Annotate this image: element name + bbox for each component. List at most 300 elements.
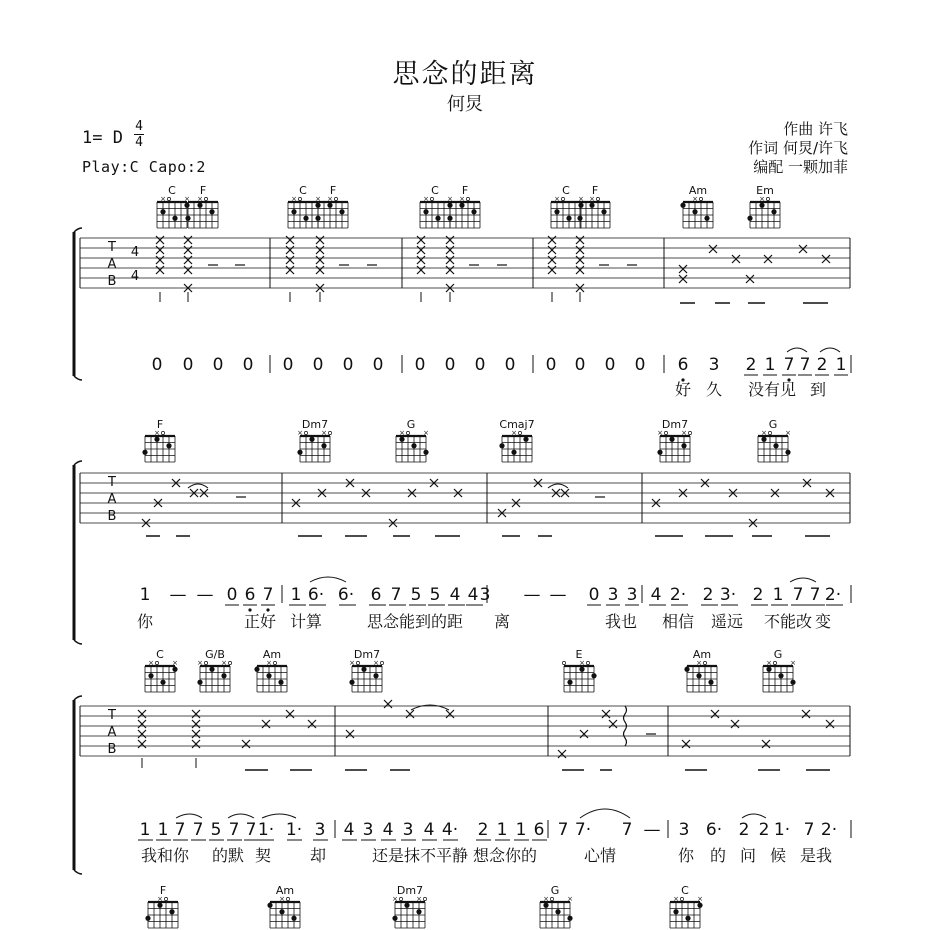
tie-slur xyxy=(548,484,568,488)
chord-open-marker xyxy=(766,197,769,200)
chord-finger-dot xyxy=(669,437,674,442)
chord-finger-dot xyxy=(172,216,177,221)
numbered-note: 4· xyxy=(441,820,459,840)
lyric-syllable: 相信 xyxy=(661,612,695,631)
numbered-note: 4 xyxy=(449,585,461,605)
chord-diagram xyxy=(349,648,384,692)
chord-name: G/B xyxy=(205,648,225,661)
numbered-note: 1 xyxy=(496,820,508,840)
numbered-note: 4 xyxy=(650,585,662,605)
chord-diagram xyxy=(684,648,717,692)
numbered-note: 2· xyxy=(824,585,842,605)
system-bracket-cap xyxy=(74,376,82,380)
chord-diagram xyxy=(499,418,534,462)
tab-note-x xyxy=(156,236,164,244)
chord-name: Am xyxy=(262,648,282,661)
numbered-note: 6 xyxy=(370,585,382,605)
chord-name: E xyxy=(575,648,583,661)
system-bracket-cap xyxy=(74,640,82,644)
chord-finger-dot xyxy=(681,443,686,448)
numbered-note: 3 xyxy=(708,355,720,375)
chord-name: F xyxy=(461,184,469,197)
tab-note-x xyxy=(446,246,454,254)
lyric-syllable: 的默 xyxy=(211,846,245,865)
chord-diagram xyxy=(267,884,300,928)
chord-finger-dot xyxy=(279,909,284,914)
tab-note-x xyxy=(417,236,425,244)
tab-clef-b: B xyxy=(107,509,117,524)
lyric-syllable: 思念能到的距 xyxy=(366,612,464,631)
chord-diagram xyxy=(758,418,791,462)
numbered-note: 0 xyxy=(414,355,426,375)
numbered-note: 0 xyxy=(342,355,354,375)
tab-note-x xyxy=(446,266,454,274)
numbered-note: 7 xyxy=(228,820,240,840)
chord-name: G xyxy=(773,648,783,661)
chord-finger-dot xyxy=(160,680,165,685)
chord-open-marker xyxy=(586,661,589,664)
numbered-note: 1· xyxy=(285,820,303,840)
tie-slur xyxy=(580,809,630,818)
chord-diagram xyxy=(145,884,178,928)
numbered-note: 0 xyxy=(312,355,324,375)
chord-muted-marker: × xyxy=(221,659,227,667)
chord-name: Dm7 xyxy=(301,418,329,431)
chord-finger-dot xyxy=(543,903,548,908)
chord-finger-dot xyxy=(747,216,752,221)
lyric-syllable: 心情 xyxy=(583,846,617,865)
chord-name: C xyxy=(156,648,164,661)
chord-open-marker xyxy=(703,661,706,664)
tab-note-x xyxy=(548,246,556,254)
tab-note-x xyxy=(679,275,687,283)
numbered-note: 2 xyxy=(752,585,764,605)
chord-finger-dot xyxy=(169,909,174,914)
tab-note-x xyxy=(316,246,324,254)
chord-open-marker xyxy=(155,661,158,664)
singer-name: 何炅 xyxy=(447,94,483,115)
tab-note-x xyxy=(286,710,294,718)
tie-slur xyxy=(310,577,346,582)
chord-open-marker xyxy=(680,897,683,900)
numbered-note: 7 xyxy=(245,820,257,840)
chord-name: Cmaj7 xyxy=(499,418,535,431)
chord-muted-marker: × xyxy=(327,195,333,203)
tab-note-x xyxy=(576,246,584,254)
chord-finger-dot xyxy=(471,209,476,214)
numbered-note: 7 xyxy=(783,355,795,375)
tab-note-x xyxy=(446,710,454,718)
tab-clef-b: B xyxy=(107,274,117,289)
chord-muted-marker: × xyxy=(759,195,765,203)
chord-finger-dot xyxy=(773,443,778,448)
chord-name: G xyxy=(406,418,416,431)
lyric-syllable: 还是抹不平静 xyxy=(371,846,469,865)
credit-composer: 作曲 许飞 xyxy=(783,120,848,138)
chord-finger-dot xyxy=(291,916,296,921)
chord-diagram xyxy=(680,184,713,228)
chord-muted-marker: × xyxy=(459,195,465,203)
tab-note-x xyxy=(316,256,324,264)
numbered-note: 2 xyxy=(702,585,714,605)
chord-name: Dm7 xyxy=(661,418,689,431)
chord-muted-marker: × xyxy=(697,895,703,903)
numbered-note: 0 xyxy=(604,355,616,375)
chord-finger-dot xyxy=(697,903,702,908)
chord-finger-dot xyxy=(148,673,153,678)
chord-finger-dot xyxy=(373,673,378,678)
lyric-syllable: 变 xyxy=(814,612,832,631)
chord-name: C xyxy=(562,184,570,197)
tab-note-x xyxy=(826,720,834,728)
chord-muted-marker: × xyxy=(392,895,398,903)
lyric-syllable: 契 xyxy=(254,846,272,865)
chord-muted-marker: × xyxy=(297,429,303,437)
chord-name: G xyxy=(768,418,778,431)
chord-finger-dot xyxy=(684,667,689,672)
chord-muted-marker: × xyxy=(157,895,163,903)
chord-finger-dot xyxy=(771,209,776,214)
tab-note-x xyxy=(580,730,588,738)
chord-diagram xyxy=(396,418,429,462)
tie-slur xyxy=(820,348,840,352)
chord-open-marker xyxy=(328,431,331,434)
chord-finger-dot xyxy=(399,437,404,442)
chord-finger-dot xyxy=(567,680,572,685)
numbered-note: 7· xyxy=(574,820,592,840)
numbered-note: 1 xyxy=(764,355,776,375)
chord-finger-dot xyxy=(685,916,690,921)
tab-note-x xyxy=(184,256,192,264)
tab-note-x xyxy=(184,236,192,244)
chord-finger-dot xyxy=(657,450,662,455)
tie-slur xyxy=(787,348,807,352)
numbered-note: 0 xyxy=(372,355,384,375)
tab-clef-t: T xyxy=(108,240,116,255)
chord-finger-dot xyxy=(761,437,766,442)
chord-finger-dot xyxy=(566,216,571,221)
credit-lyricist: 作词 何炅/许飞 xyxy=(748,139,848,157)
chord-finger-dot xyxy=(790,680,795,685)
chord-finger-dot xyxy=(209,209,214,214)
system-bracket-cap xyxy=(74,461,82,465)
tab-note-x xyxy=(709,245,717,253)
chord-finger-dot xyxy=(411,443,416,448)
chord-finger-dot xyxy=(435,216,440,221)
chord-finger-dot xyxy=(778,673,783,678)
chord-finger-dot xyxy=(361,667,366,672)
tab-note-x xyxy=(576,266,584,274)
chord-diagram xyxy=(392,884,427,928)
chord-name: F xyxy=(156,418,164,431)
chord-finger-dot xyxy=(349,680,354,685)
chord-finger-dot xyxy=(423,209,428,214)
tab-note-x xyxy=(346,730,354,738)
chord-name: G xyxy=(550,884,560,897)
lyric-syllable: 没有见 xyxy=(747,380,797,399)
tab-note-x xyxy=(576,236,584,244)
tab-clef-a: A xyxy=(107,725,117,740)
chord-name: C xyxy=(431,184,439,197)
tab-note-x xyxy=(138,730,146,738)
chord-finger-dot xyxy=(591,673,596,678)
numbered-note: 1 xyxy=(139,585,151,605)
chord-diagram xyxy=(420,184,453,228)
chord-open-marker xyxy=(699,197,702,200)
lyric-syllable: 计算 xyxy=(289,612,323,631)
chord-name: F xyxy=(159,884,167,897)
numbered-note: 1 xyxy=(157,820,169,840)
numbered-note: 3 xyxy=(607,585,619,605)
tab-note-x xyxy=(308,720,316,728)
chord-muted-marker: × xyxy=(673,895,679,903)
lyric-syllable: 不能改 xyxy=(763,612,813,631)
chord-finger-dot xyxy=(404,903,409,908)
chord-open-marker xyxy=(518,431,521,434)
chord-finger-dot xyxy=(339,209,344,214)
tab-note-x xyxy=(548,266,556,274)
chord-finger-dot xyxy=(185,216,190,221)
tab-note-x xyxy=(682,740,690,748)
tab-clef-a: A xyxy=(107,257,117,272)
song-title: 思念的距离 xyxy=(392,59,538,90)
numbered-note: 3 xyxy=(362,820,374,840)
tab-note-x xyxy=(286,246,294,254)
numbered-note: 6 xyxy=(677,355,689,375)
tab-note-x xyxy=(184,266,192,274)
chord-muted-marker: × xyxy=(184,195,190,203)
numbered-note: 5 xyxy=(410,585,422,605)
tab-note-x xyxy=(156,256,164,264)
numbered-note: 1 xyxy=(139,820,151,840)
chord-open-marker xyxy=(430,197,433,200)
numbered-note: 7 xyxy=(803,820,815,840)
tie-slur xyxy=(176,814,202,818)
chord-finger-dot xyxy=(673,909,678,914)
chord-finger-dot xyxy=(708,680,713,685)
chord-finger-dot xyxy=(221,673,226,678)
chord-finger-dot xyxy=(511,450,516,455)
chord-finger-dot xyxy=(459,203,464,208)
chord-name: C xyxy=(299,184,307,197)
numbered-note: 3 xyxy=(678,820,690,840)
tab-note-x xyxy=(138,710,146,718)
chord-muted-marker: × xyxy=(692,195,698,203)
chord-open-marker xyxy=(550,897,553,900)
chord-muted-marker: × xyxy=(554,195,560,203)
lyric-syllable: 久 xyxy=(705,380,723,399)
tab-note-x xyxy=(679,265,687,273)
chord-open-marker xyxy=(423,897,426,900)
play-capo-info: Play:C Capo:2 xyxy=(82,158,206,176)
chord-muted-marker: × xyxy=(785,429,791,437)
numbered-note: 7 xyxy=(174,820,186,840)
time-signature-bottom: 4 xyxy=(135,135,143,150)
lyric-syllable: 我也 xyxy=(604,612,638,631)
tab-clef-t: T xyxy=(108,708,116,723)
numbered-note: 4 xyxy=(382,820,394,840)
lyric-syllable: 候 xyxy=(769,846,787,865)
numbered-note: 1 xyxy=(772,585,784,605)
chord-finger-dot xyxy=(578,203,583,208)
chord-diagram xyxy=(670,884,703,928)
chord-muted-marker: × xyxy=(790,659,796,667)
chord-open-marker xyxy=(406,431,409,434)
chord-finger-dot xyxy=(555,909,560,914)
tie-slur xyxy=(742,814,766,818)
chord-finger-dot xyxy=(589,203,594,208)
numbered-note: 3 xyxy=(314,820,326,840)
tie-slur xyxy=(188,484,208,488)
numbered-note: 2 xyxy=(477,820,489,840)
chord-name: Dm7 xyxy=(353,648,381,661)
chord-open-marker xyxy=(466,197,469,200)
chord-muted-marker: × xyxy=(567,895,573,903)
chord-finger-dot xyxy=(499,443,504,448)
chord-diagram xyxy=(185,184,218,228)
numbered-note: 0 xyxy=(182,355,194,375)
numbered-note: 1· xyxy=(257,820,275,840)
chord-open-marker xyxy=(356,661,359,664)
chord-name: C xyxy=(168,184,176,197)
chord-finger-dot xyxy=(704,216,709,221)
chord-finger-dot xyxy=(197,203,202,208)
chord-diagram xyxy=(540,884,573,928)
chord-open-marker xyxy=(298,197,301,200)
tab-note-x xyxy=(138,740,146,748)
chord-open-marker xyxy=(228,661,231,664)
numbered-note: 3 xyxy=(626,585,638,605)
chord-muted-marker: × xyxy=(423,429,429,437)
numbered-note: 7 xyxy=(390,585,402,605)
numbered-note: 0 xyxy=(545,355,557,375)
chord-muted-marker: × xyxy=(315,195,321,203)
chord-muted-marker: × xyxy=(761,429,767,437)
system-bracket-cap xyxy=(74,870,82,874)
chord-finger-dot xyxy=(523,437,528,442)
chord-finger-dot xyxy=(254,667,259,672)
system-bracket-cap xyxy=(74,228,82,232)
tab-note-x xyxy=(262,720,270,728)
chord-name: Dm7 xyxy=(396,884,424,897)
tab-note-x xyxy=(156,266,164,274)
chord-name: F xyxy=(591,184,599,197)
tab-note-x xyxy=(764,255,772,263)
tab-clef-b: B xyxy=(107,742,117,757)
numbered-note: — xyxy=(523,585,541,605)
tab-note-x xyxy=(316,236,324,244)
numbered-note: 7 xyxy=(621,820,633,840)
chord-name: Am xyxy=(688,184,708,197)
chord-muted-marker: × xyxy=(148,659,154,667)
numbered-note: 0 xyxy=(574,355,586,375)
chord-name: C xyxy=(681,884,689,897)
tab-time-top: 4 xyxy=(130,245,140,260)
chord-finger-dot xyxy=(416,909,421,914)
time-signature-top: 4 xyxy=(135,119,143,134)
tab-note-x xyxy=(192,730,200,738)
chord-diagram xyxy=(157,184,190,228)
tab-note-x xyxy=(602,710,610,718)
tab-note-x xyxy=(184,246,192,254)
numbered-note: 3 xyxy=(402,820,414,840)
chord-finger-dot xyxy=(142,450,147,455)
chord-finger-dot xyxy=(766,667,771,672)
numbered-note: — xyxy=(549,585,567,605)
chord-diagram xyxy=(747,184,780,228)
lyric-syllable: 是我 xyxy=(799,846,833,865)
chord-open-marker xyxy=(286,897,289,900)
numbered-note: 0 xyxy=(444,355,456,375)
tab-note-x xyxy=(286,256,294,264)
chord-open-marker xyxy=(596,197,599,200)
chord-finger-dot xyxy=(680,203,685,208)
lyric-syllable: 遥远 xyxy=(710,612,744,631)
chord-finger-dot xyxy=(278,680,283,685)
tab-note-x xyxy=(576,256,584,264)
chord-diagram xyxy=(551,184,584,228)
chord-muted-marker: × xyxy=(423,195,429,203)
lyric-syllable: 的 xyxy=(709,846,727,865)
chord-finger-dot xyxy=(392,916,397,921)
numbered-note: — xyxy=(643,820,661,840)
numbered-note: 5 xyxy=(210,820,222,840)
chord-finger-dot xyxy=(197,680,202,685)
chord-finger-dot xyxy=(692,209,697,214)
chord-finger-dot xyxy=(184,203,189,208)
credit-arranger: 编配 一颗加菲 xyxy=(753,158,848,176)
chord-muted-marker: × xyxy=(657,429,663,437)
numbered-note: 1 xyxy=(835,355,847,375)
tab-note-x xyxy=(406,710,414,718)
tie-slur xyxy=(228,814,254,818)
system-bracket-cap xyxy=(74,696,82,700)
chord-finger-dot xyxy=(759,203,764,208)
tab-note-x xyxy=(799,245,807,253)
tab-note-x xyxy=(822,255,830,263)
tab-note-x xyxy=(192,720,200,728)
chord-open-marker xyxy=(273,661,276,664)
numbered-note: 7 xyxy=(799,355,811,375)
numbered-note: 2 xyxy=(816,355,828,375)
chord-open-marker xyxy=(334,197,337,200)
chord-open-marker xyxy=(167,197,170,200)
chord-finger-dot xyxy=(166,443,171,448)
chord-muted-marker: × xyxy=(447,195,453,203)
chord-finger-dot xyxy=(327,203,332,208)
chord-muted-marker: × xyxy=(279,895,285,903)
lyric-syllable: 却 xyxy=(309,846,327,865)
chord-diagram xyxy=(562,648,596,692)
tab-note-x xyxy=(138,720,146,728)
numbered-note: 0 xyxy=(588,585,600,605)
chord-open-marker xyxy=(204,197,207,200)
tab-clef-a: A xyxy=(107,492,117,507)
numbered-note: 4 xyxy=(423,820,435,840)
tab-note-x xyxy=(548,236,556,244)
chord-finger-dot xyxy=(321,443,326,448)
tab-note-x xyxy=(156,246,164,254)
numbered-note: 0 xyxy=(226,585,238,605)
tab-note-x xyxy=(762,740,770,748)
tab-note-x xyxy=(417,256,425,264)
chord-finger-dot xyxy=(577,216,582,221)
lyric-syllable: 正好 xyxy=(243,612,277,631)
chord-finger-dot xyxy=(785,450,790,455)
tab-note-x xyxy=(192,710,200,718)
tab-note-x xyxy=(316,266,324,274)
numbered-note: 6· xyxy=(705,820,723,840)
